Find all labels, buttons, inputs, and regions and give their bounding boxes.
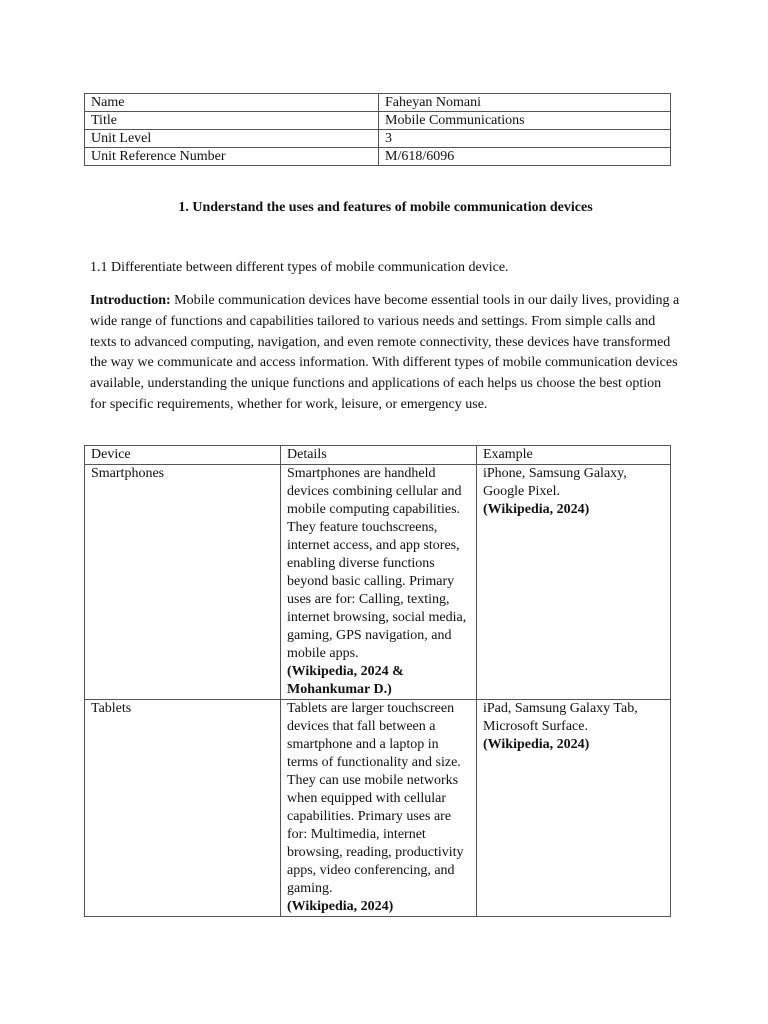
table-row — [85, 130, 671, 148]
device-name: Smartphones — [85, 465, 281, 700]
info-value: 3 — [379, 130, 671, 148]
table-row — [85, 148, 671, 166]
example-citation: (Wikipedia, 2024) — [483, 502, 590, 517]
details-text: Tablets are larger touchscreen devices that fall between a smartphone and a laptop in terms of functionality and size. They can use mobile networks when equipped with cellular capabilities. Primary uses are for: Multimedia, internet browsing, reading, productivity apps, video conferencing, and gaming. — [287, 701, 464, 896]
info-label: Title — [85, 112, 379, 130]
info-table — [84, 93, 671, 166]
example-citation: (Wikipedia, 2024) — [483, 737, 590, 752]
device-example — [477, 700, 671, 917]
table-row — [85, 112, 671, 130]
details-citation: (Wikipedia, 2024) — [287, 899, 394, 914]
section-heading: 1. Understand the uses and features of mobile communication devices — [178, 200, 593, 215]
example-text: iPad, Samsung Galaxy Tab, Microsoft Surface. — [483, 701, 638, 734]
column-header-details: Details — [281, 446, 477, 465]
device-name: Tablets — [85, 700, 281, 917]
device-details — [281, 700, 477, 917]
info-value: M/618/6096 — [379, 148, 671, 166]
table-header-row — [85, 446, 671, 465]
intro-label: Introduction: — [90, 293, 171, 308]
intro-paragraph — [90, 291, 680, 416]
table-row — [85, 465, 671, 700]
column-header-device: Device — [85, 446, 281, 465]
info-label: Unit Reference Number — [85, 148, 379, 166]
info-value: Faheyan Nomani — [379, 94, 671, 112]
device-example — [477, 465, 671, 700]
info-value: Mobile Communications — [379, 112, 671, 130]
device-details — [281, 465, 477, 700]
column-header-example: Example — [477, 446, 671, 465]
info-label: Unit Level — [85, 130, 379, 148]
example-text: iPhone, Samsung Galaxy, Google Pixel. — [483, 466, 627, 499]
details-text: Smartphones are handheld devices combining cellular and mobile computing capabilities. They feature touchscreens, internet access, and app stores, enabling diverse functions beyond basic calling. Primary uses are for: Calling, texting, internet browsing, social media, gaming, GPS navigation, and mobile apps. — [287, 466, 467, 661]
table-row — [85, 94, 671, 112]
device-table — [84, 445, 671, 917]
subheading: 1.1 Differentiate between different types of mobile communication device. — [90, 260, 509, 275]
info-label: Name — [85, 94, 379, 112]
details-citation: (Wikipedia, 2024 & Mohankumar D.) — [287, 664, 404, 697]
intro-text: Mobile communication devices have become essential tools in our daily lives, providing a wide range of functions and capabilities tailored to various needs and settings. From simple calls and texts to advanced computing, navigation, and even remote connectivity, these devices have transformed the way we communicate and access information. With different types of mobile communication devices available, understanding the unique functions and applications of each helps us choose the best option for specific requirements, whether for work, leisure, or emergency use. — [90, 293, 680, 412]
table-row — [85, 700, 671, 917]
